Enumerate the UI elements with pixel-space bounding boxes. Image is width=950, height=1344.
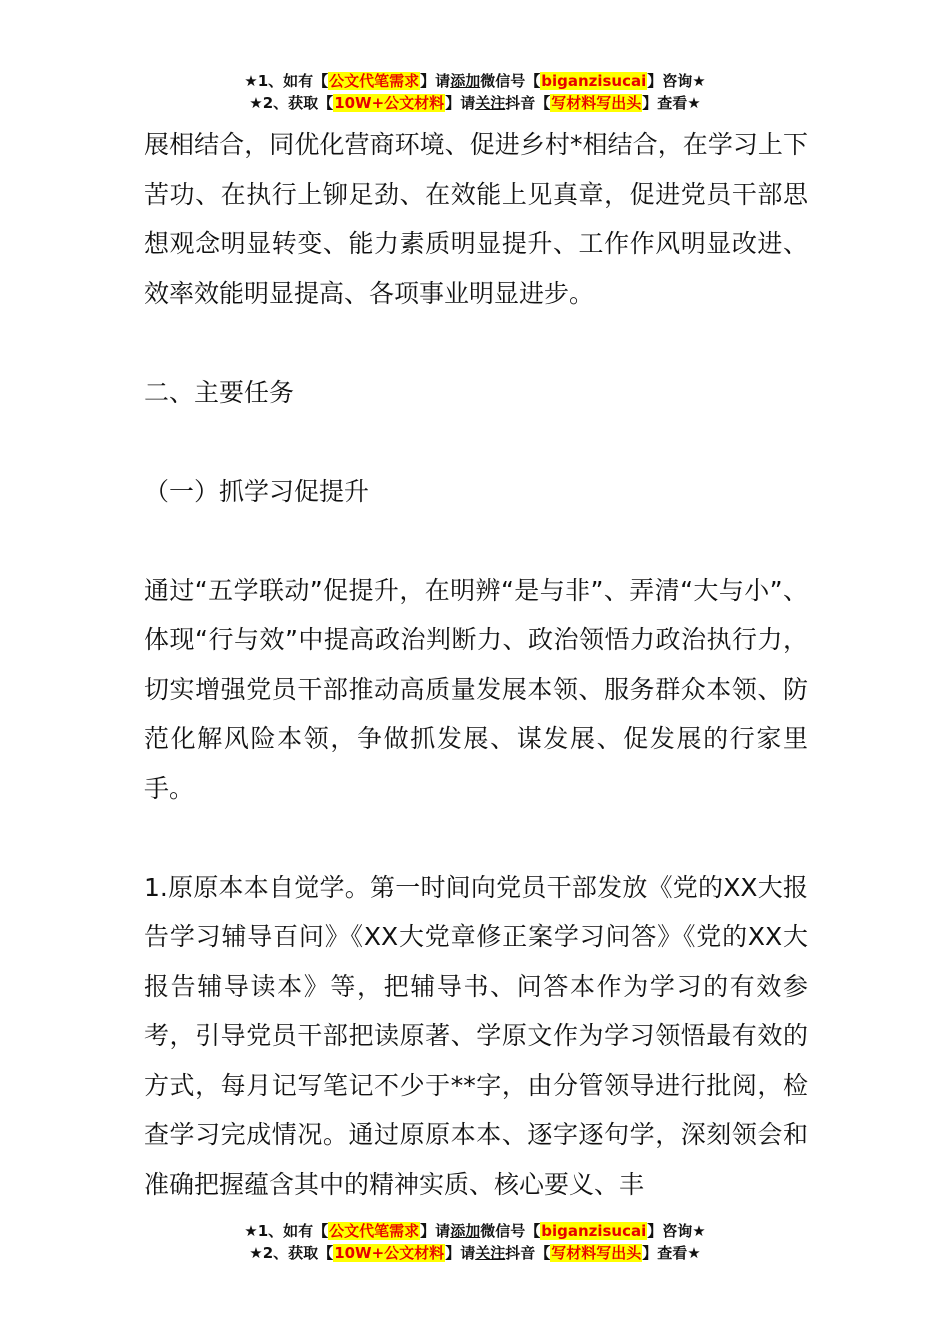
paragraph: 展相结合，同优化营商环境、促进乡村*相结合，在学习上下苦功、在执行上铆足劲、在效能上见真章，促进党员干部思想观念明显转变、能力素质明显提升、工作作风明显改进、效率效能明显提高、各项事业明显进步。 xyxy=(144,130,808,308)
banner-highlight: 10W+公文材料 xyxy=(334,94,445,112)
banner-wechat-id: biganzisucai xyxy=(541,1222,647,1240)
banner-douyin-id: 写材料写出头 xyxy=(551,1244,642,1262)
banner-highlight: 公文代笔需求 xyxy=(329,1222,420,1240)
banner-wechat-id: biganzisucai xyxy=(541,72,647,90)
header-banner xyxy=(0,70,950,114)
subsection-heading: （一）抓学习促提升 xyxy=(144,476,370,506)
paragraph: 1.原原本本自觉学。第一时间向党员干部发放《党的XX大报告学习辅导百问》《XX大党章修正案学习问答》《党的XX大报告辅导读本》等，把辅导书、问答本作为学习的有效参考，引导党员干部把读原著、学原文作为学习领悟最有效的方式，每月记写笔记不少于**字，由分管领导进行批阅，检查学习完成情况。通过原原本本、逐字逐句学，深刻领会和准确把握蕴含其中的精神实质、核心要义、丰 xyxy=(144,872,808,1199)
banner-line-2: ★2、获取【10W+公文材料】请关注抖音【写材料写出头】查看★ xyxy=(249,1244,701,1262)
banner-line-1: ★1、如有【公文代笔需求】请添加微信号【biganzisucai】咨询★ xyxy=(244,1222,706,1240)
document-body xyxy=(144,120,808,1209)
banner-highlight: 10W+公文材料 xyxy=(334,1244,445,1262)
banner-highlight: 公文代笔需求 xyxy=(329,72,420,90)
banner-line-2: ★2、获取【10W+公文材料】请关注抖音【写材料写出头】查看★ xyxy=(249,94,701,112)
banner-douyin-id: 写材料写出头 xyxy=(551,94,642,112)
banner-line-1: ★1、如有【公文代笔需求】请添加微信号【biganzisucai】咨询★ xyxy=(244,72,706,90)
section-heading: 二、主要任务 xyxy=(144,377,295,407)
footer-banner xyxy=(0,1220,950,1264)
paragraph: 通过“五学联动”促提升，在明辨“是与非”、弄清“大与小”、体现“行与效”中提高政治判断力、政治领悟力政治执行力，切实增强党员干部推动高质量发展本领、服务群众本领、防范化解风险本领，争做抓发展、谋发展、促发展的行家里手。 xyxy=(144,575,808,803)
